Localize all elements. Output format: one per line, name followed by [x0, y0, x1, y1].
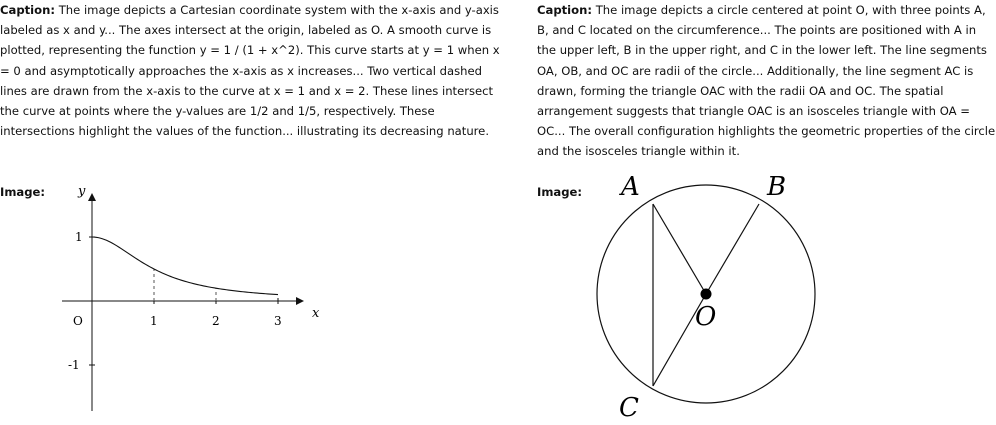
label-a: A [621, 172, 640, 202]
left-caption [0, 0, 505, 141]
x-tick-label: 2 [212, 314, 220, 328]
y-tick-label: 1 [75, 230, 83, 244]
left-caption-text: The image depicts a Cartesian coordinate system with the x-axis and y-axis labeled as x and y... The axes intersect at the origin, labeled as O. A smooth curve is plotted, representing the function y = 1 / (1 + x^2). This curve starts at y = 1 when x = 0 and asymptotically approaches the x-axis as x increases... Two vertical dashed lines are drawn from the x-axis to the curve at x = 1 and x = 2. These lines intersect the curve at points where the y-values are 1/2 and 1/5, respectively. These intersections highlight the values of the function... illustrating its decreasing nature. [0, 3, 500, 139]
function-curve [92, 237, 278, 295]
label-c: C [619, 393, 639, 423]
x-tick-label: 3 [274, 314, 282, 328]
label-o: O [695, 302, 717, 332]
label-b: B [767, 172, 787, 202]
x-tick-label: 1 [150, 314, 158, 328]
circle-figure [537, 165, 996, 425]
right-caption [537, 0, 996, 162]
right-caption-text: The image depicts a circle centered at point O, with three points A, B, and C located on the circumference... The points are positioned with A in the upper left, B in the upper right, and C in the lower left. The line segments OA, OB, and OC are radii of the circle... Additionally, the line segment AC is drawn, forming the triangle OAC with the radii OA and OC. The spatial arrangement suggests that triangle OAC is an isosceles triangle with OA = OC... The overall configuration highlights the geometric properties of the circle and the isosceles triangle within it. [537, 3, 996, 159]
x-ticks [150, 298, 282, 328]
y-axis-label: y [78, 184, 86, 199]
function-plot [0, 175, 360, 415]
center-point [701, 289, 712, 300]
left-image-label: Image: [0, 185, 46, 199]
left-panel [0, 0, 505, 372]
right-image-label: Image: [537, 185, 583, 199]
right-caption-label: Caption: [537, 3, 593, 17]
right-panel [537, 0, 996, 423]
origin-label: O [73, 314, 83, 328]
y-tick-label: -1 [68, 358, 80, 372]
x-axis-label: x [312, 306, 320, 321]
left-caption-label: Caption: [0, 3, 56, 17]
segment-oa [653, 204, 706, 294]
segment-ob [706, 204, 759, 294]
